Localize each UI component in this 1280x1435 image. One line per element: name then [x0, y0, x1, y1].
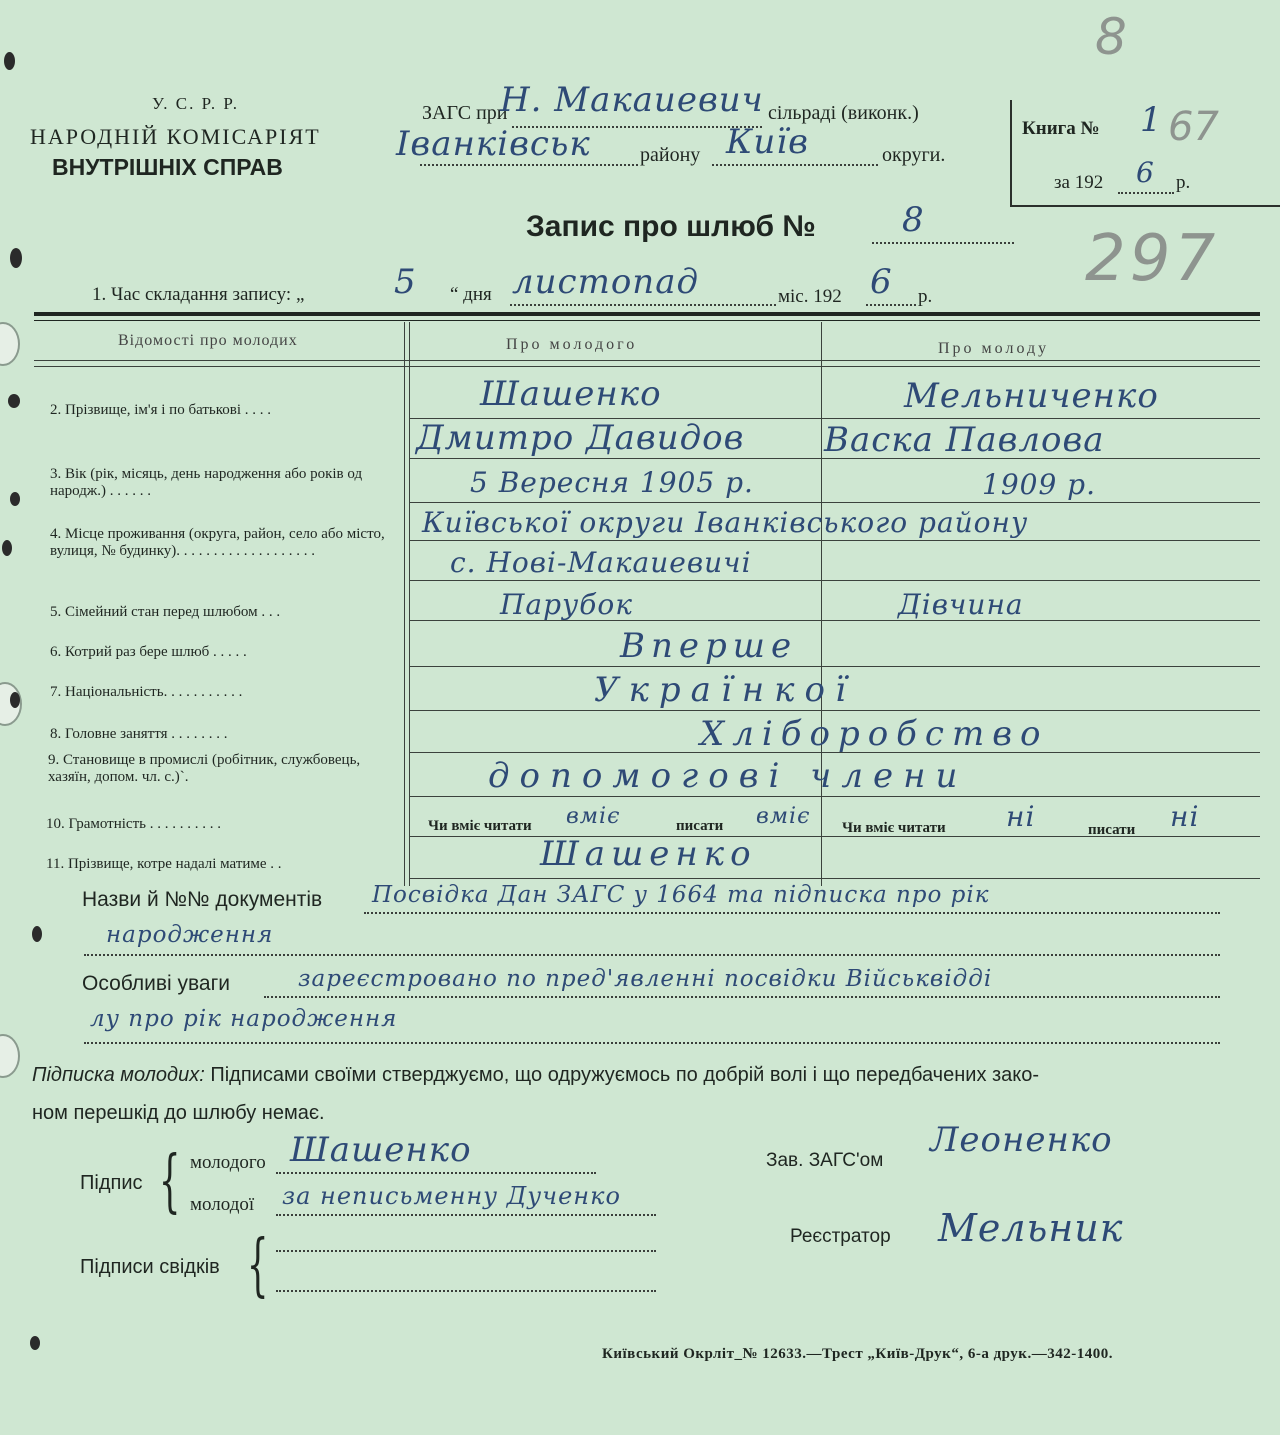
record-title: Запис про шлюб №	[526, 210, 816, 243]
groom-name-hw: Дмитро Давидов	[416, 418, 745, 458]
bride-surname-hw: Мельниченко	[904, 376, 1159, 416]
documents-hw-2: народження	[106, 922, 274, 948]
bride-signature-label: молодої	[190, 1194, 255, 1215]
punch-hole	[10, 692, 20, 708]
table-row-rule	[410, 710, 1260, 711]
signature-label: Підпис	[80, 1172, 143, 1194]
punch-hole	[10, 492, 20, 506]
registrar-label: Реєстратор	[790, 1226, 891, 1247]
table-header-rule	[34, 360, 1260, 361]
district-line	[420, 164, 638, 166]
book-number-pencil: 67	[1168, 104, 1219, 150]
witnesses-brace: {	[246, 1226, 269, 1305]
bride-read-hw: ні	[1006, 800, 1036, 833]
pencil-number-side: 297	[1085, 222, 1220, 296]
time-label: 1. Час складання запису: „	[92, 284, 305, 305]
question-times-married: 6. Котрий раз бере шлюб . . . . .	[50, 644, 247, 660]
bride-write-label: писати	[1088, 822, 1136, 838]
bride-name-hw: Васка Павлова	[824, 420, 1105, 460]
record-year-line	[866, 304, 916, 306]
table-row-rule	[410, 796, 1260, 797]
position-hw: допомогові члени	[488, 756, 968, 796]
occupation-hw: Хліборобство	[700, 714, 1049, 754]
remarks-line-2	[84, 1042, 1220, 1044]
question-residence: 4. Місце проживання (округа, район, село або місто, вулиця, № будинку). . . . . . . . . . . . . . . . . . .	[50, 526, 385, 559]
okruga-hw: Київ	[726, 122, 809, 162]
record-number-hw: 8	[902, 200, 925, 240]
groom-status-hw: Парубок	[500, 588, 633, 621]
groom-signature-label: молодого	[190, 1152, 266, 1173]
bride-status-hw: Дівчина	[898, 588, 1024, 621]
declaration-line-1	[32, 1064, 1039, 1087]
month-label: міс. 192	[778, 286, 842, 307]
table-header-rule	[34, 366, 1260, 367]
day-hw: 5	[394, 262, 417, 302]
punch-hole	[0, 1034, 20, 1078]
table-header-info: Відомості про молодих	[118, 332, 298, 349]
documents-label: Назви й №№ документів	[82, 888, 323, 911]
declaration-italic: Підписка молодих:	[32, 1064, 205, 1086]
book-year-label: за 192	[1054, 172, 1104, 193]
registrar-signature-hw: Мельник	[938, 1206, 1124, 1250]
groom-read-label: Чи вміє читати	[428, 818, 532, 834]
table-col-divider	[404, 322, 405, 886]
book-label: Книга №	[1022, 118, 1100, 139]
record-year-suffix: р.	[918, 286, 933, 307]
punch-hole	[0, 322, 20, 366]
book-year-line	[1118, 192, 1174, 194]
bride-read-label: Чи вміє читати	[842, 820, 946, 836]
bride-signature-line	[276, 1214, 656, 1216]
remarks-line-1	[264, 996, 1220, 998]
bride-write-hw: ні	[1170, 800, 1200, 833]
remarks-hw-2: лу про рік народження	[90, 1006, 398, 1032]
documents-line-1	[364, 912, 1220, 914]
table-top-rule	[34, 312, 1260, 316]
head-signature-hw: Леоненко	[930, 1120, 1113, 1160]
nationality-hw: Українкої	[594, 670, 856, 710]
groom-surname-hw: Шашенко	[480, 374, 662, 414]
commissariat-label: НАРОДНІЙ КОМІСАРІЯТ	[30, 124, 321, 149]
table-row-rule	[410, 502, 1260, 503]
punch-hole	[30, 1336, 40, 1350]
pencil-number-top: 8	[1095, 8, 1127, 66]
question-future-surname: 11. Прізвище, котре надалі матиме . .	[46, 856, 282, 872]
declaration-text-2: ном перешкід до шлюбу немає.	[32, 1102, 325, 1124]
groom-write-label: писати	[676, 818, 724, 834]
table-row-rule	[410, 540, 1260, 541]
zags-suffix: сільраді (виконк.)	[768, 102, 919, 124]
question-position: 9. Становище в промислі (робітник, службовець, хазяїн, допом. чл. с.)`.	[48, 752, 361, 785]
times-married-hw: Вперше	[620, 626, 798, 666]
question-marital-status: 5. Сімейний стан перед шлюбом . . .	[50, 604, 281, 620]
record-number-line	[872, 242, 1014, 244]
punch-hole	[32, 926, 42, 942]
okruga-line	[712, 164, 878, 166]
residence-hw-line2: с. Нові-Макаиевичі	[450, 546, 752, 579]
table-header-bride: Про молоду	[938, 340, 1050, 357]
question-occupation: 8. Головне заняття . . . . . . . .	[50, 726, 228, 742]
groom-age-hw: 5 Вересня 1905 р.	[470, 466, 754, 499]
future-surname-hw: Шашенко	[540, 834, 757, 874]
remarks-label: Особливі уваги	[82, 972, 230, 995]
question-nationality: 7. Національність. . . . . . . . . . .	[50, 684, 243, 700]
groom-signature-hw: Шашенко	[290, 1130, 472, 1170]
month-line	[510, 304, 776, 306]
table-header-groom: Про молодого	[506, 336, 638, 353]
question-literacy: 10. Грамотність . . . . . . . . . .	[46, 816, 221, 832]
bride-age-hw: 1909 р.	[982, 468, 1096, 501]
zags-village-hw: Н. Макаиевич	[500, 80, 764, 120]
bride-signature-hw: за неписьменну Дученко	[282, 1182, 621, 1210]
witnesses-label: Підписи свідків	[80, 1256, 220, 1278]
documents-line-2	[84, 954, 1220, 956]
groom-write-hw: вміє	[756, 804, 811, 829]
punch-hole	[2, 540, 12, 556]
residence-hw-line1: Київської округи Іванківського району	[422, 506, 1029, 539]
table-row-rule	[410, 666, 1260, 667]
punch-hole	[10, 248, 22, 268]
zags-prefix: ЗАГС при	[422, 102, 508, 124]
documents-hw-1: Посвідка Дан ЗАГС у 1664 та підписка про рік	[372, 882, 990, 908]
table-col-divider	[821, 322, 822, 886]
day-suffix: “ дня	[450, 284, 492, 305]
punch-hole	[8, 394, 20, 408]
record-year-hw: 6	[870, 262, 893, 302]
declaration-text-1: Підписами своїми стверджуємо, що одружуємось по добрій волі і що передбачених зако-	[210, 1064, 1040, 1086]
district-hw: Іванківськ	[396, 124, 591, 164]
footer-imprint: Київський Окрліт_№ 12633.—Трест „Київ-Друк“, 6-а друк.—342-1400.	[602, 1346, 1113, 1362]
month-hw: листопад	[512, 262, 700, 302]
punch-hole	[4, 52, 15, 70]
book-year-hw: 6	[1136, 156, 1155, 189]
table-row-rule	[410, 580, 1260, 581]
groom-signature-line	[276, 1172, 596, 1174]
okruga-label: округи.	[882, 144, 946, 166]
table-top-rule-thin	[34, 320, 1260, 321]
book-number-hw: 1	[1140, 100, 1163, 140]
remarks-hw-1: зареєстровано по пред'явленні посвідки Військвідді	[298, 966, 993, 992]
signature-brace: {	[158, 1142, 181, 1221]
table-col-divider	[409, 322, 410, 886]
district-label: району	[640, 144, 701, 166]
question-name: 2. Прізвище, ім'я і по батькові . . . .	[50, 402, 272, 418]
head-label: Зав. ЗАГС'ом	[766, 1150, 884, 1171]
witness-line-2	[276, 1290, 656, 1292]
question-age: 3. Вік (рік, місяць, день народження або років од народж.) . . . . . .	[50, 466, 363, 499]
ussr-label: У. С. Р. Р.	[152, 94, 240, 113]
witness-line-1	[276, 1250, 656, 1252]
table-row-rule	[410, 878, 1260, 879]
groom-read-hw: вміє	[566, 804, 621, 829]
book-year-suffix: р.	[1176, 172, 1191, 193]
internal-affairs-label: ВНУТРІШНІХ СПРАВ	[52, 154, 283, 180]
